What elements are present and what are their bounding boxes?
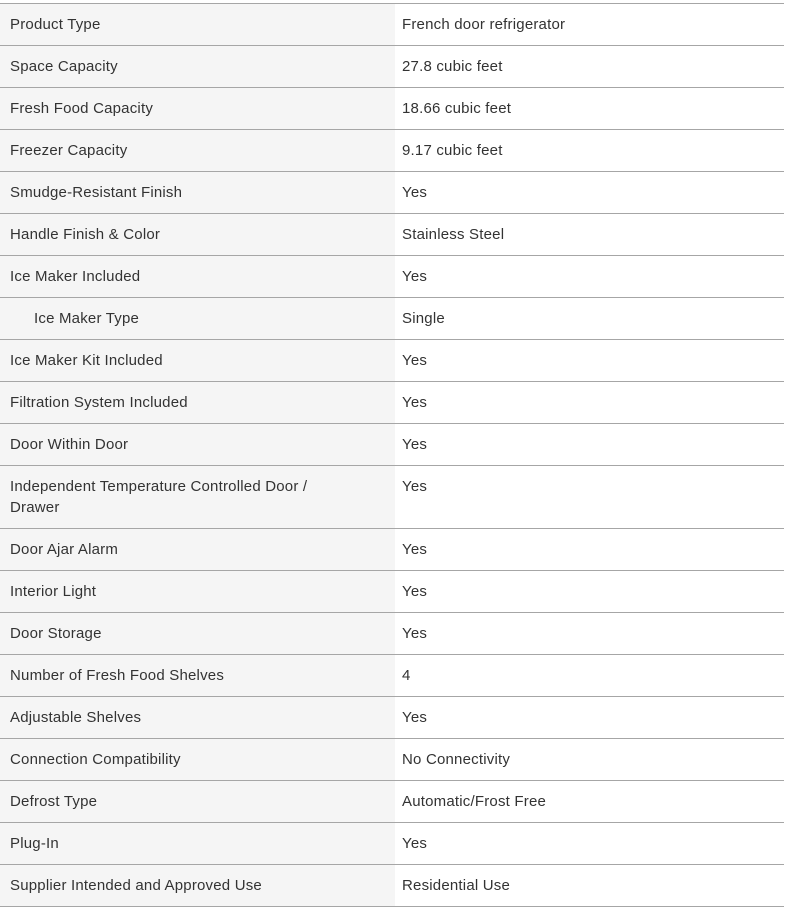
spec-row	[0, 423, 784, 465]
spec-label: Adjustable Shelves	[0, 697, 395, 738]
spec-label: Handle Finish & Color	[0, 214, 395, 255]
spec-value: No Connectivity	[395, 739, 784, 780]
spec-row	[0, 696, 784, 738]
spec-row	[0, 171, 784, 213]
spec-value: Yes	[395, 172, 784, 213]
spec-label: Ice Maker Type	[0, 298, 395, 339]
spec-label: Number of Fresh Food Shelves	[0, 655, 395, 696]
spec-row	[0, 255, 784, 297]
spec-value: 27.8 cubic feet	[395, 46, 784, 87]
spec-row	[0, 213, 784, 255]
spec-row	[0, 612, 784, 654]
spec-value: Automatic/Frost Free	[395, 781, 784, 822]
spec-value: French door refrigerator	[395, 4, 784, 45]
spec-label: Door Within Door	[0, 424, 395, 465]
spec-label: Plug-In	[0, 823, 395, 864]
spec-value: 9.17 cubic feet	[395, 130, 784, 171]
spec-row	[0, 297, 784, 339]
spec-label: Independent Temperature Controlled Door / Drawer	[0, 466, 395, 528]
spec-row	[0, 465, 784, 528]
spec-value: Yes	[395, 697, 784, 738]
spec-row	[0, 381, 784, 423]
spec-row	[0, 528, 784, 570]
spec-row	[0, 654, 784, 696]
spec-row	[0, 822, 784, 864]
spec-label: Filtration System Included	[0, 382, 395, 423]
spec-value: Yes	[395, 382, 784, 423]
spec-row	[0, 129, 784, 171]
spec-label: Space Capacity	[0, 46, 395, 87]
spec-value: Yes	[395, 571, 784, 612]
spec-label: Door Storage	[0, 613, 395, 654]
spec-label: Ice Maker Included	[0, 256, 395, 297]
specifications-table	[0, 3, 784, 907]
spec-label: Door Ajar Alarm	[0, 529, 395, 570]
spec-value: Single	[395, 298, 784, 339]
spec-value: Yes	[395, 529, 784, 570]
spec-label: Connection Compatibility	[0, 739, 395, 780]
spec-row	[0, 45, 784, 87]
spec-label: Fresh Food Capacity	[0, 88, 395, 129]
spec-value: Stainless Steel	[395, 214, 784, 255]
spec-row	[0, 3, 784, 45]
spec-value: Yes	[395, 256, 784, 297]
spec-label: Supplier Intended and Approved Use	[0, 865, 395, 906]
spec-value: Yes	[395, 424, 784, 465]
spec-value: 4	[395, 655, 784, 696]
spec-value: Yes	[395, 340, 784, 381]
spec-label: Freezer Capacity	[0, 130, 395, 171]
spec-row	[0, 780, 784, 822]
spec-row	[0, 864, 784, 906]
spec-row	[0, 339, 784, 381]
spec-value: Yes	[395, 466, 784, 528]
spec-value: Residential Use	[395, 865, 784, 906]
spec-label: Ice Maker Kit Included	[0, 340, 395, 381]
spec-row	[0, 738, 784, 780]
spec-value: Yes	[395, 613, 784, 654]
spec-label: Defrost Type	[0, 781, 395, 822]
spec-row	[0, 87, 784, 129]
spec-label: Product Type	[0, 4, 395, 45]
spec-value: Yes	[395, 823, 784, 864]
spec-row	[0, 570, 784, 612]
spec-label: Smudge-Resistant Finish	[0, 172, 395, 213]
spec-label: Interior Light	[0, 571, 395, 612]
spec-value: 18.66 cubic feet	[395, 88, 784, 129]
